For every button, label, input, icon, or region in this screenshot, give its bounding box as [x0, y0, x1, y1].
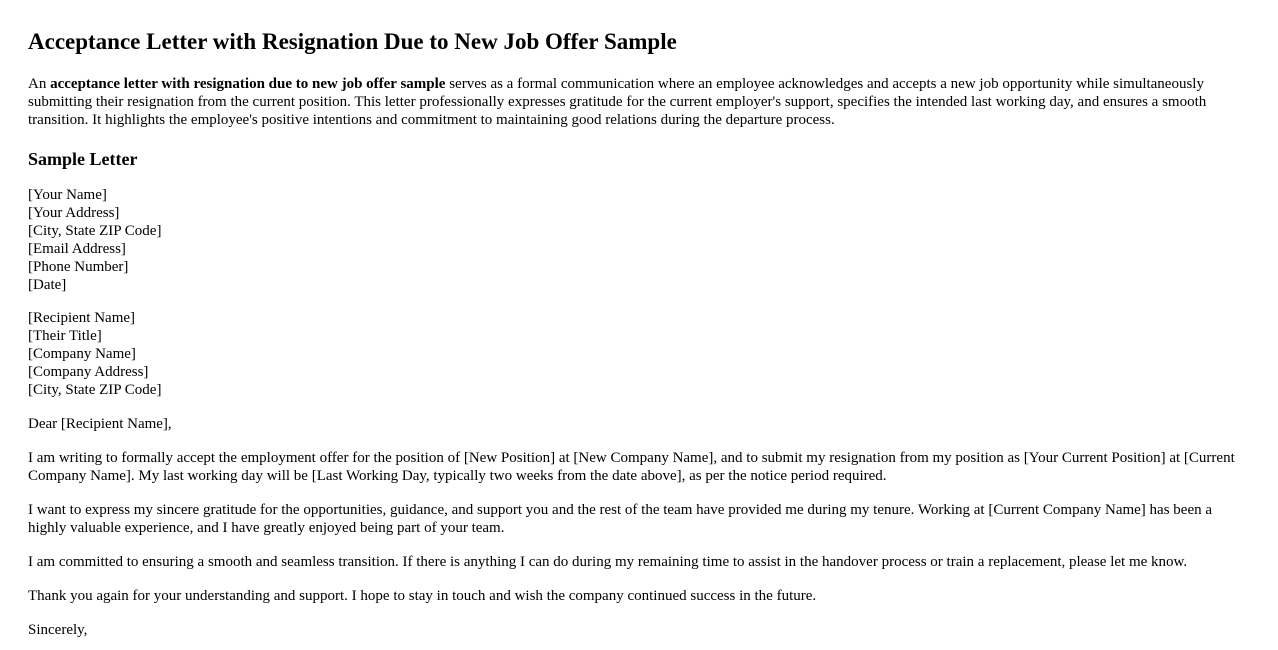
sender-email: [Email Address]: [28, 241, 126, 257]
sender-date: [Date]: [28, 277, 67, 293]
sender-name: [Your Name]: [28, 187, 107, 203]
salutation: Dear [Recipient Name],: [28, 416, 172, 432]
recipient-company: [Company Name]: [28, 346, 136, 362]
intro-suffix: serves as a formal communication where an employee acknowledges and accepts a new job opportunity while simultaneously submitting their resignation from the current position. This letter professionally expresses gratitude for the current employer's support, specifies the intended last working day, and ensures a smooth transition. It highlights the employee's positive intentions and commitment to maintaining good relations during the departure process.: [28, 76, 1207, 128]
sender-block: [28, 186, 1250, 294]
page-title: Acceptance Letter with Resignation Due to New Job Offer Sample: [28, 29, 677, 54]
letter-paragraph: I am writing to formally accept the employment offer for the position of [New Position] at [New Company Name], and to submit my resignation from my position as [Your Current Position] at [Current Company Name]. My last working day will be [Last Working Day, typically two weeks from the date above], as per the notice period required.: [28, 450, 1235, 484]
recipient-block: [28, 309, 1250, 399]
recipient-name: [Recipient Name]: [28, 310, 136, 326]
sender-address: [Your Address]: [28, 205, 120, 221]
section-heading: Sample Letter: [28, 149, 138, 169]
intro-prefix: An: [28, 76, 51, 92]
sender-city: [City, State ZIP Code]: [28, 223, 162, 239]
intro-bold-term: acceptance letter with resignation due to new job offer sample: [50, 76, 446, 92]
letter-paragraph: Thank you again for your understanding and support. I hope to stay in touch and wish the company continued success in the future.: [28, 588, 817, 604]
intro-paragraph: [28, 75, 1250, 129]
closing: Sincerely,: [28, 622, 88, 638]
recipient-city: [City, State ZIP Code]: [28, 382, 162, 398]
recipient-title: [Their Title]: [28, 328, 102, 344]
recipient-address: [Company Address]: [28, 364, 149, 380]
letter-paragraph: I am committed to ensuring a smooth and seamless transition. If there is anything I can do during my remaining time to assist in the handover process or train a replacement, please let me know.: [28, 554, 1188, 570]
document-page: [28, 0, 1250, 639]
sender-phone: [Phone Number]: [28, 259, 129, 275]
letter-paragraph: I want to express my sincere gratitude for the opportunities, guidance, and support you and the rest of the team have provided me during my tenure. Working at [Current Company Name] has been a highly valuable experience, and I have greatly enjoyed being part of your team.: [28, 502, 1213, 536]
